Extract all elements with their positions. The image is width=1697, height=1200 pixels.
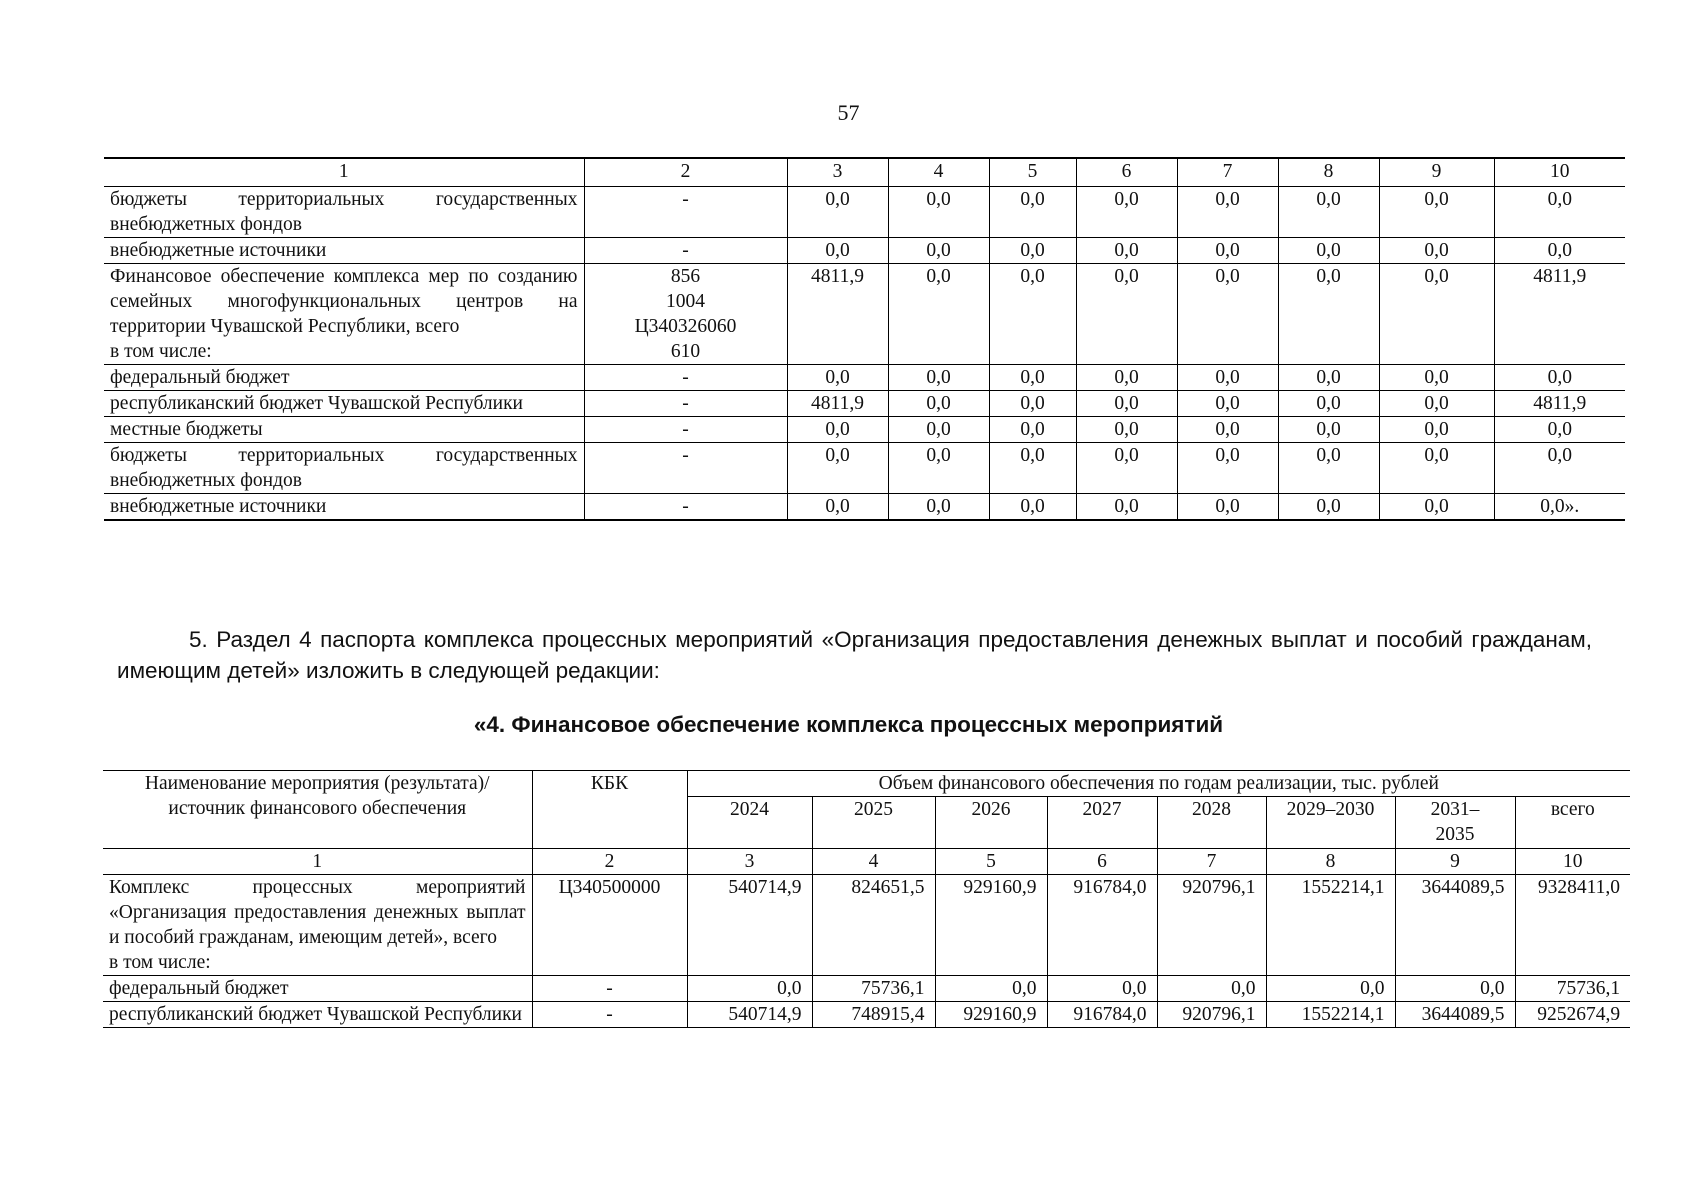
value-cell: 0,0 xyxy=(1278,494,1379,521)
value-cell: 3644089,5 xyxy=(1395,1002,1515,1028)
column-index: 7 xyxy=(1157,849,1266,875)
kbk-cell: - xyxy=(532,1002,687,1028)
column-index: 8 xyxy=(1278,158,1379,187)
year-cell: 2027 xyxy=(1047,797,1157,849)
value-cell: 0,0 xyxy=(1379,494,1494,521)
value-cell: 4811,9 xyxy=(787,391,888,417)
value-cell: 0,0 xyxy=(1379,187,1494,238)
column-index-row xyxy=(104,158,1625,187)
value-cell: 0,0 xyxy=(1278,443,1379,494)
row-label: Финансовое обеспечение комплекса мер по созданию семейных многофункциональных центров на территории Чувашской Республики, всего в том числе: xyxy=(104,264,584,365)
value-cell: 0,0 xyxy=(1177,391,1278,417)
table-row xyxy=(104,365,1625,391)
value-cell: 0,0 xyxy=(1494,417,1625,443)
value-cell: 0,0 xyxy=(888,238,989,264)
year-cell: 2031–2035 xyxy=(1395,797,1515,849)
column-index: 1 xyxy=(103,849,532,875)
value-cell: 0,0 xyxy=(989,494,1076,521)
value-cell: 0,0 xyxy=(989,264,1076,365)
value-cell: 0,0 xyxy=(787,187,888,238)
row-label: федеральный бюджет xyxy=(103,976,532,1002)
value-cell: 0,0 xyxy=(888,417,989,443)
value-cell: 9252674,9 xyxy=(1515,1002,1630,1028)
value-cell: 920796,1 xyxy=(1157,1002,1266,1028)
column-index: 1 xyxy=(104,158,584,187)
value-cell: 0,0 xyxy=(1266,976,1395,1002)
column-index: 6 xyxy=(1076,158,1177,187)
column-index: 5 xyxy=(935,849,1047,875)
kbk-cell: - xyxy=(584,417,787,443)
column-index: 3 xyxy=(787,158,888,187)
value-cell: 0,0 xyxy=(1379,443,1494,494)
table-row xyxy=(104,417,1625,443)
header-row xyxy=(103,771,1630,797)
value-cell: 0,0 xyxy=(989,365,1076,391)
value-cell: 0,0 xyxy=(687,976,812,1002)
value-cell: 0,0 xyxy=(888,443,989,494)
column-index: 7 xyxy=(1177,158,1278,187)
value-cell: 0,0 xyxy=(1177,238,1278,264)
value-cell: 0,0 xyxy=(1177,417,1278,443)
value-cell: 0,0 xyxy=(1177,187,1278,238)
value-cell: 0,0 xyxy=(935,976,1047,1002)
value-cell: 540714,9 xyxy=(687,875,812,976)
table-row xyxy=(104,187,1625,238)
kbk-cell: - xyxy=(584,494,787,521)
value-cell: 0,0 xyxy=(989,238,1076,264)
column-index: 3 xyxy=(687,849,812,875)
value-cell: 0,0 xyxy=(787,238,888,264)
value-cell: 0,0 xyxy=(1278,417,1379,443)
value-cell: 0,0 xyxy=(787,443,888,494)
value-cell: 0,0 xyxy=(1076,443,1177,494)
value-cell: 0,0 xyxy=(1395,976,1515,1002)
value-cell: 0,0 xyxy=(1278,238,1379,264)
header-kbk: КБК xyxy=(532,771,687,849)
kbk-cell: - xyxy=(584,238,787,264)
amendment-paragraph: 5. Раздел 4 паспорта комплекса процессных мероприятий «Организация предоставления денежных выплат и пособий гражданам, имеющим детей» изложить в следующей редакции: xyxy=(117,627,1592,683)
value-cell: 540714,9 xyxy=(687,1002,812,1028)
row-label: местные бюджеты xyxy=(104,417,584,443)
value-cell: 0,0 xyxy=(1076,264,1177,365)
table-row xyxy=(104,264,1625,365)
value-cell: 0,0 xyxy=(1379,391,1494,417)
year-cell: 2026 xyxy=(935,797,1047,849)
table-row xyxy=(103,875,1630,976)
value-cell: 4811,9 xyxy=(1494,391,1625,417)
kbk-cell: Ц340500000 xyxy=(532,875,687,976)
value-cell: 0,0 xyxy=(888,187,989,238)
value-cell: 0,0 xyxy=(1494,238,1625,264)
column-index: 9 xyxy=(1379,158,1494,187)
header-name: Наименование мероприятия (результата)/ источник финансового обеспечения xyxy=(103,771,532,849)
value-cell: 0,0 xyxy=(1177,365,1278,391)
row-label: Комплекс процессных мероприятий «Организация предоставления денежных выплат и пособий гражданам, имеющим детей», всего в том числе: xyxy=(103,875,532,976)
value-cell: 0,0 xyxy=(1157,976,1266,1002)
value-cell: 0,0 xyxy=(989,187,1076,238)
value-cell: 0,0 xyxy=(1278,391,1379,417)
value-cell: 4811,9 xyxy=(1494,264,1625,365)
value-cell: 0,0 xyxy=(1494,365,1625,391)
value-cell: 1552214,1 xyxy=(1266,1002,1395,1028)
value-cell: 0,0 xyxy=(1278,187,1379,238)
table-row xyxy=(104,494,1625,521)
section-title: «4. Финансовое обеспечение комплекса процессных мероприятий xyxy=(473,712,1224,737)
column-index: 5 xyxy=(989,158,1076,187)
value-cell: 0,0 xyxy=(1379,264,1494,365)
value-cell: 0,0 xyxy=(888,494,989,521)
value-cell: 75736,1 xyxy=(812,976,935,1002)
value-cell: 1552214,1 xyxy=(1266,875,1395,976)
page-number: 57 xyxy=(837,100,860,125)
value-cell: 0,0 xyxy=(1076,365,1177,391)
kbk-cell: - xyxy=(532,976,687,1002)
value-cell: 0,0 xyxy=(1076,494,1177,521)
value-cell: 0,0 xyxy=(787,417,888,443)
value-cell: 0,0 xyxy=(1076,238,1177,264)
value-cell: 0,0 xyxy=(1494,187,1625,238)
financing-table-continued xyxy=(104,157,1625,521)
value-cell: 0,0 xyxy=(989,443,1076,494)
column-index: 2 xyxy=(532,849,687,875)
row-label: республиканский бюджет Чувашской Республики xyxy=(103,1002,532,1028)
table-row xyxy=(103,976,1630,1002)
value-cell: 0,0 xyxy=(1177,443,1278,494)
column-index: 4 xyxy=(888,158,989,187)
table-row xyxy=(104,391,1625,417)
kbk-cell: - xyxy=(584,443,787,494)
column-index: 6 xyxy=(1047,849,1157,875)
column-index: 2 xyxy=(584,158,787,187)
column-index: 10 xyxy=(1515,849,1630,875)
value-cell: 0,0 xyxy=(1076,417,1177,443)
value-cell: 0,0 xyxy=(888,365,989,391)
column-index-row xyxy=(103,849,1630,875)
table-row xyxy=(104,443,1625,494)
value-cell: 824651,5 xyxy=(812,875,935,976)
value-cell: 0,0 xyxy=(989,391,1076,417)
header-volume: Объем финансового обеспечения по годам реализации, тыс. рублей xyxy=(687,771,1630,797)
value-cell: 0,0 xyxy=(888,264,989,365)
value-cell: 0,0 xyxy=(1278,264,1379,365)
year-cell: 2029–2030 xyxy=(1266,797,1395,849)
kbk-cell: - xyxy=(584,187,787,238)
row-label: бюджеты территориальных государственных внебюджетных фондов xyxy=(104,187,584,238)
financing-table xyxy=(103,770,1630,1028)
column-index: 8 xyxy=(1266,849,1395,875)
value-cell: 929160,9 xyxy=(935,875,1047,976)
value-cell: 4811,9 xyxy=(787,264,888,365)
value-cell: 0,0 xyxy=(989,417,1076,443)
value-cell: 0,0 xyxy=(787,365,888,391)
table-row xyxy=(103,1002,1630,1028)
kbk-cell: 856 1004 Ц340326060 610 xyxy=(584,264,787,365)
year-cell: всего xyxy=(1515,797,1630,849)
value-cell: 0,0 xyxy=(787,494,888,521)
value-cell: 920796,1 xyxy=(1157,875,1266,976)
value-cell: 0,0 xyxy=(1278,365,1379,391)
value-cell: 748915,4 xyxy=(812,1002,935,1028)
value-cell: 3644089,5 xyxy=(1395,875,1515,976)
row-label: федеральный бюджет xyxy=(104,365,584,391)
year-cell: 2024 xyxy=(687,797,812,849)
value-cell: 0,0 xyxy=(1494,443,1625,494)
value-cell: 0,0 xyxy=(888,391,989,417)
value-cell: 0,0 xyxy=(1379,238,1494,264)
year-cell: 2025 xyxy=(812,797,935,849)
column-index: 4 xyxy=(812,849,935,875)
column-index: 9 xyxy=(1395,849,1515,875)
column-index: 10 xyxy=(1494,158,1625,187)
value-cell: 0,0 xyxy=(1076,187,1177,238)
value-cell: 0,0 xyxy=(1379,365,1494,391)
row-label: республиканский бюджет Чувашской Республики xyxy=(104,391,584,417)
row-label: внебюджетные источники xyxy=(104,238,584,264)
value-cell: 0,0 xyxy=(1379,417,1494,443)
kbk-cell: - xyxy=(584,391,787,417)
value-cell: 916784,0 xyxy=(1047,875,1157,976)
value-cell: 929160,9 xyxy=(935,1002,1047,1028)
row-label: внебюджетные источники xyxy=(104,494,584,521)
value-cell: 9328411,0 xyxy=(1515,875,1630,976)
kbk-cell: - xyxy=(584,365,787,391)
value-cell: 0,0 xyxy=(1047,976,1157,1002)
value-cell: 0,0 xyxy=(1177,264,1278,365)
value-cell: 0,0 xyxy=(1076,391,1177,417)
table-row xyxy=(104,238,1625,264)
value-cell: 0,0 xyxy=(1177,494,1278,521)
row-label: бюджеты территориальных государственных внебюджетных фондов xyxy=(104,443,584,494)
value-cell: 0,0». xyxy=(1494,494,1625,521)
value-cell: 75736,1 xyxy=(1515,976,1630,1002)
year-cell: 2028 xyxy=(1157,797,1266,849)
value-cell: 916784,0 xyxy=(1047,1002,1157,1028)
